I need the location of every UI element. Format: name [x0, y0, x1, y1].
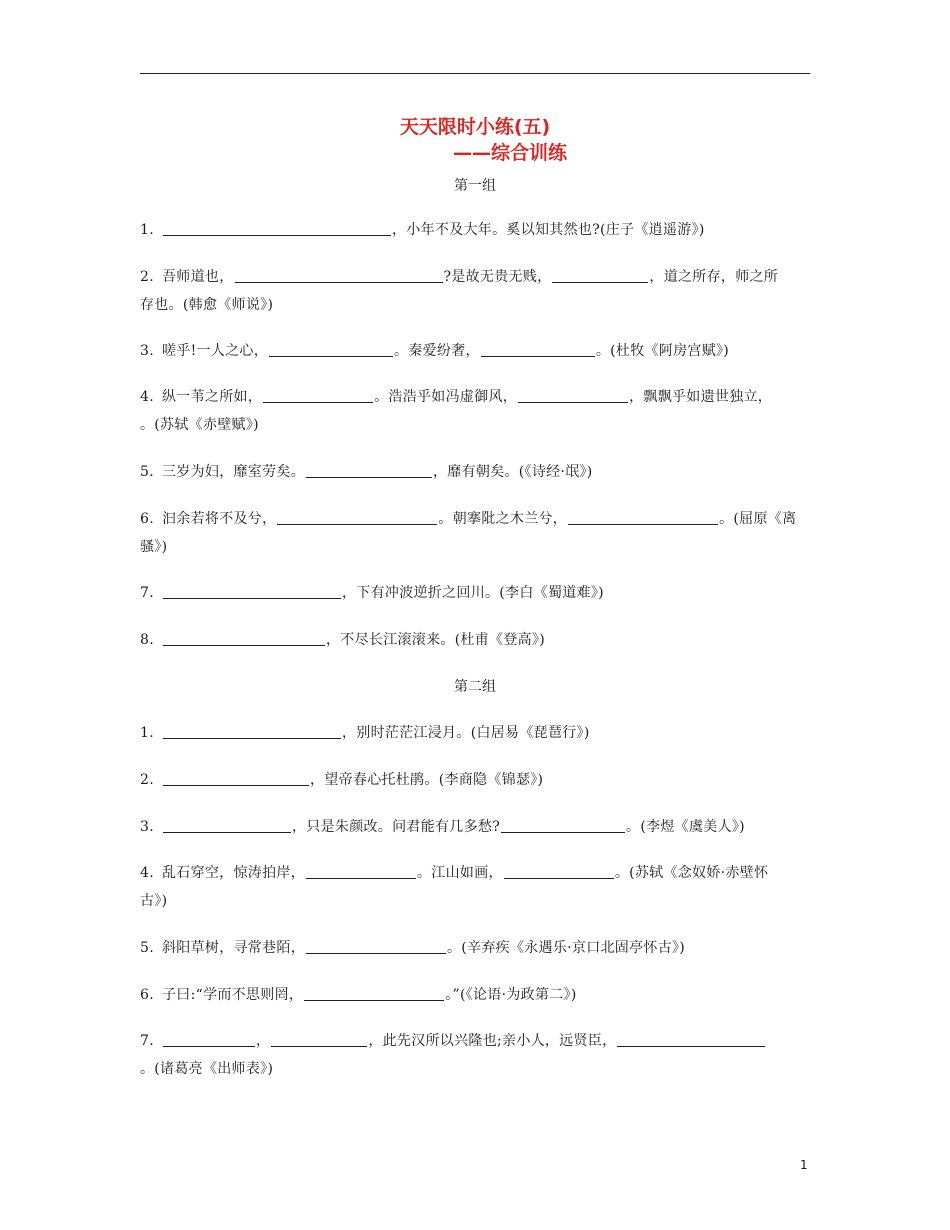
answer-blank[interactable]	[271, 1032, 367, 1047]
question-g1-5: 5. 三岁为妇，靡室劳矣。 ，靡有朝矣。(《诗经·氓》)	[140, 464, 593, 480]
answer-blank[interactable]	[163, 818, 291, 833]
answer-blank[interactable]	[163, 221, 391, 236]
answer-blank[interactable]	[504, 864, 614, 879]
question-g1-1: 1. ，小年不及大年。奚以知其然也?(庄子《逍遥游》)	[140, 222, 705, 238]
answer-blank[interactable]	[518, 388, 628, 403]
title-sub: ——综合训练	[452, 142, 567, 164]
group-1-heading: 第一组	[454, 178, 496, 194]
question-g2-3: 3. ，只是朱颜改。问君能有几多愁? 。(李煜《虞美人》)	[140, 819, 745, 835]
header-rule	[140, 73, 810, 74]
question-g2-2: 2. ，望帝春心托杜鹃。(李商隐《锦瑟》)	[140, 772, 544, 788]
question-g1-4: 4. 纵一苇之所如， 。浩浩乎如冯虚御风， ，飘飘乎如遗世独立， 。(苏轼《赤壁赋》)	[140, 389, 773, 433]
page-number: 1	[800, 1158, 808, 1172]
question-g2-1: 1. ，别时茫茫江浸月。(白居易《琵琶行》)	[140, 725, 590, 741]
answer-blank[interactable]	[306, 463, 432, 478]
answer-blank[interactable]	[481, 342, 595, 357]
page-title	[0, 114, 950, 166]
answer-blank[interactable]	[163, 724, 341, 739]
answer-blank[interactable]	[269, 342, 393, 357]
question-g2-4: 4. 乱石穿空，惊涛拍岸， 。江山如画， 。(苏轼《念奴娇·赤壁怀 古》)	[140, 865, 769, 909]
question-g1-3: 3. 嗟乎!一人之心， 。秦爱纷奢， 。(杜牧《阿房宫赋》)	[140, 343, 730, 359]
question-g2-5: 5. 斜阳草树，寻常巷陌， 。(辛弃疾《永遇乐·京口北固亭怀古》)	[140, 940, 686, 956]
answer-blank[interactable]	[163, 1032, 255, 1047]
question-g2-7: 7. ， ，此先汉所以兴隆也;亲小人，远贤臣， 。(诸葛亮《出师表》)	[140, 1027, 812, 1083]
answer-blank[interactable]	[306, 864, 416, 879]
answer-blank[interactable]	[163, 771, 309, 786]
answer-blank[interactable]	[163, 631, 325, 646]
answer-blank[interactable]	[617, 1032, 765, 1047]
answer-blank[interactable]	[306, 939, 446, 954]
question-g2-6: 6. 子曰:“学而不思则罔， 。”(《论语·为政第二》)	[140, 987, 577, 1003]
answer-blank[interactable]	[568, 510, 718, 525]
answer-blank[interactable]	[235, 268, 443, 283]
answer-blank[interactable]	[552, 268, 648, 283]
answer-blank[interactable]	[263, 388, 373, 403]
title-main: 天天限时小练(五)	[399, 116, 551, 138]
group-2-heading: 第二组	[454, 679, 496, 695]
question-g1-8: 8. ，不尽长江滚滚来。(杜甫《登高》)	[140, 632, 546, 648]
question-g1-7: 7. ，下有冲波逆折之回川。(李白《蜀道难》)	[140, 585, 604, 601]
answer-blank[interactable]	[277, 510, 437, 525]
answer-blank[interactable]	[501, 818, 625, 833]
answer-blank[interactable]	[163, 584, 341, 599]
question-g1-6: 6. 汩余若将不及兮， 。朝搴阰之木兰兮， 。(屈原《离 骚》)	[140, 511, 797, 555]
question-g1-2: 2. 吾师道也， ?是故无贵无贱， ，道之所存，师之所 存也。(韩愈《师说》)	[140, 269, 779, 313]
answer-blank[interactable]	[304, 986, 444, 1001]
